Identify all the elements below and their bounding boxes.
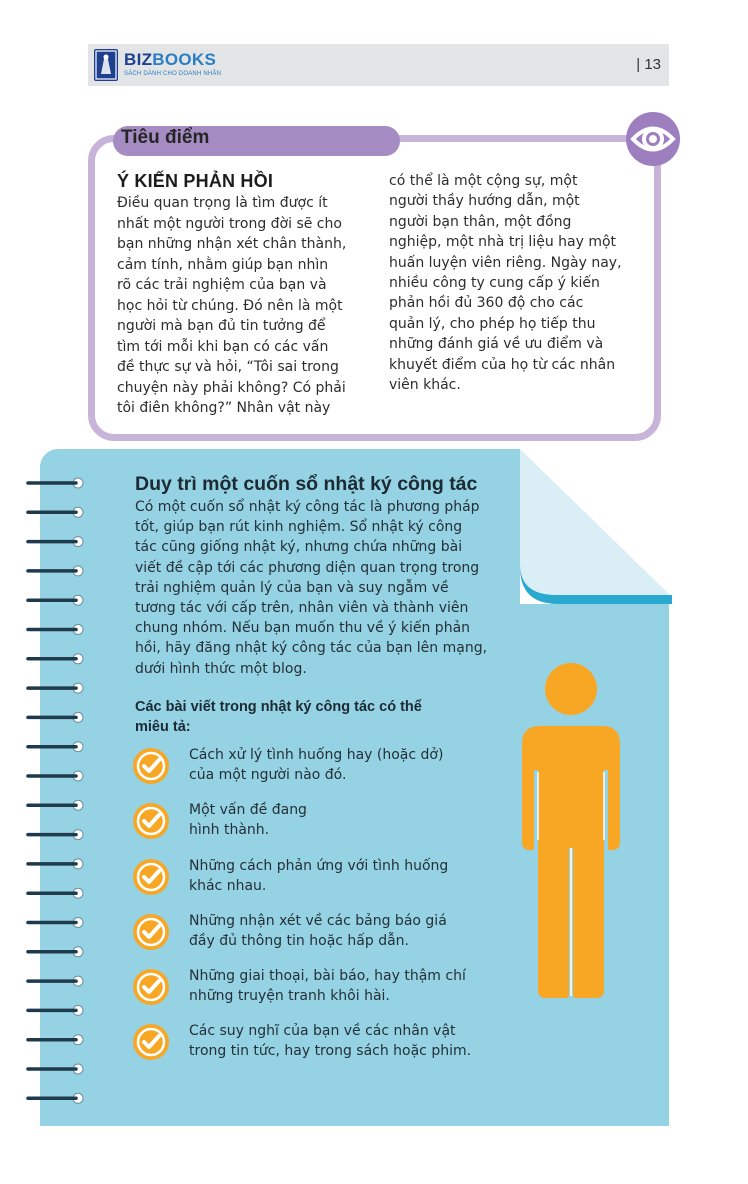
check-circle-icon: [133, 859, 169, 895]
text-line: tốt, giúp bạn rút kinh nghiệm. Sổ nhật ký công: [135, 519, 463, 536]
text-line: huấn luyện viên riêng. Ngày nay,: [389, 254, 622, 271]
text-line: quản lý, cho phép họ tiếp thu: [389, 315, 596, 332]
list-item-text: [189, 746, 479, 785]
page-corner-fold: [520, 449, 672, 604]
text-line: viên khác.: [389, 377, 461, 394]
list-item: [133, 1022, 473, 1064]
focus-heading: Ý KIẾN PHẢN HỒI: [117, 171, 274, 191]
text-line: Những cách phản ứng với tình huống: [189, 858, 449, 874]
notebook-body: [135, 497, 515, 679]
eye-icon: [626, 112, 680, 166]
brand-books: BOOKS: [152, 50, 217, 69]
text-line: đầy đủ thông tin hoặc hấp dẫn.: [189, 932, 409, 949]
text-line: nghiệp, một nhà trị liệu hay một: [389, 234, 617, 251]
text-line: trong tin tức, hay trong sách hoặc phim.: [189, 1042, 472, 1059]
check-circle-icon: [133, 1024, 169, 1060]
text-line: tìm tới mỗi khi bạn có các vấn: [117, 338, 329, 355]
list-item-text: [189, 801, 479, 840]
check-circle-icon: [133, 803, 169, 839]
text-line: tôi điên không?” Nhân vật này: [117, 400, 331, 416]
text-line: học hỏi từ chúng. Đó nên là một: [117, 297, 343, 314]
text-line: Điều quan trọng là tìm được ít: [117, 195, 328, 211]
text-line: chuyện này phải không? Có phải: [117, 379, 346, 396]
text-line: cảm tính, nhằm giúp bạn nhìn: [117, 256, 329, 273]
list-item: [133, 857, 473, 899]
text-line: những truyện tranh khôi hài.: [189, 987, 390, 1004]
text-line: Một vấn đề đang: [189, 802, 307, 818]
text-line: Những nhận xét về các bảng báo giá: [189, 913, 447, 929]
text-line: Cách xử lý tình huống hay (hoặc dở): [189, 747, 444, 763]
text-line: tương tác với cấp trên, nhân viên và thành viên: [135, 600, 469, 617]
text-line: khuyết điểm của họ từ các nhân: [389, 356, 616, 373]
text-line: phản hồi đủ 360 độ cho các: [389, 295, 584, 312]
list-item: [133, 967, 473, 1009]
text-line: Có một cuốn sổ nhật ký công tác là phương pháp: [135, 499, 480, 515]
check-circle-icon: [133, 969, 169, 1005]
text-line: trải nghiệm quản lý của bạn và suy ngẫm về: [135, 579, 449, 596]
text-line: viết đề cập tới các phương diện quan trọng trong: [135, 559, 480, 576]
text-line: miêu tả:: [135, 719, 191, 735]
page-header: [88, 44, 669, 86]
brand-name: [124, 50, 216, 70]
list-item-text: [189, 912, 479, 951]
list-item-text: [189, 967, 479, 1006]
text-line: của một người nào đó.: [189, 766, 347, 783]
spiral-binding: [0, 0, 100, 1184]
text-line: người bạn thân, một đồng: [389, 213, 572, 230]
text-line: nhiều công ty cung cấp ý kiến: [389, 275, 600, 292]
list-item: [133, 746, 473, 788]
focus-column-right: [389, 171, 647, 395]
list-item-text: [189, 1022, 479, 1061]
check-circle-icon: [133, 748, 169, 784]
text-line: hình thành.: [189, 821, 270, 838]
text-line: khác nhau.: [189, 877, 267, 894]
list-item-text: [189, 857, 479, 896]
list-item: [133, 912, 473, 954]
brand-tagline: SÁCH DÀNH CHO DOANH NHÂN: [124, 71, 222, 77]
text-line: Những giai thoại, bài báo, hay thậm chí: [189, 968, 466, 984]
text-line: rõ các trải nghiệm của bạn và: [117, 277, 327, 293]
focus-column-left: [117, 193, 369, 419]
person-silhouette-icon: [518, 660, 626, 1002]
notebook-subheading: [135, 697, 465, 737]
text-line: đề thực sự và hỏi, “Tôi sai trong: [117, 359, 339, 375]
text-line: chung nhóm. Nếu bạn muốn thu về ý kiến phản: [135, 620, 471, 637]
focus-tab-label: Tiêu điểm: [121, 127, 210, 148]
text-line: hồi, hãy đăng nhật ký công tác của bạn lên mạng,: [135, 640, 488, 657]
check-circle-icon: [133, 914, 169, 950]
text-line: bạn những nhận xét chân thành,: [117, 236, 347, 252]
list-item: [133, 801, 473, 843]
text-line: Các bài viết trong nhật ký công tác có thể: [135, 699, 422, 715]
text-line: có thể là một cộng sự, một: [389, 173, 578, 189]
text-line: người thầy hướng dẫn, một: [389, 193, 580, 210]
text-line: Các suy nghĩ của bạn về các nhân vật: [189, 1023, 456, 1039]
page-number: | 13: [636, 56, 661, 73]
text-line: những đánh giá về ưu điểm và: [389, 336, 604, 353]
text-line: người mà bạn đủ tin tưởng để: [117, 318, 326, 334]
notebook-title: Duy trì một cuốn sổ nhật ký công tác: [135, 473, 478, 495]
text-line: nhất một người trong đời sẽ cho: [117, 215, 342, 232]
text-line: dưới hình thức một blog.: [135, 660, 307, 677]
text-line: tác cũng giống nhật ký, nhưng chứa những bài: [135, 539, 463, 556]
brand-biz: BIZ: [124, 50, 153, 69]
